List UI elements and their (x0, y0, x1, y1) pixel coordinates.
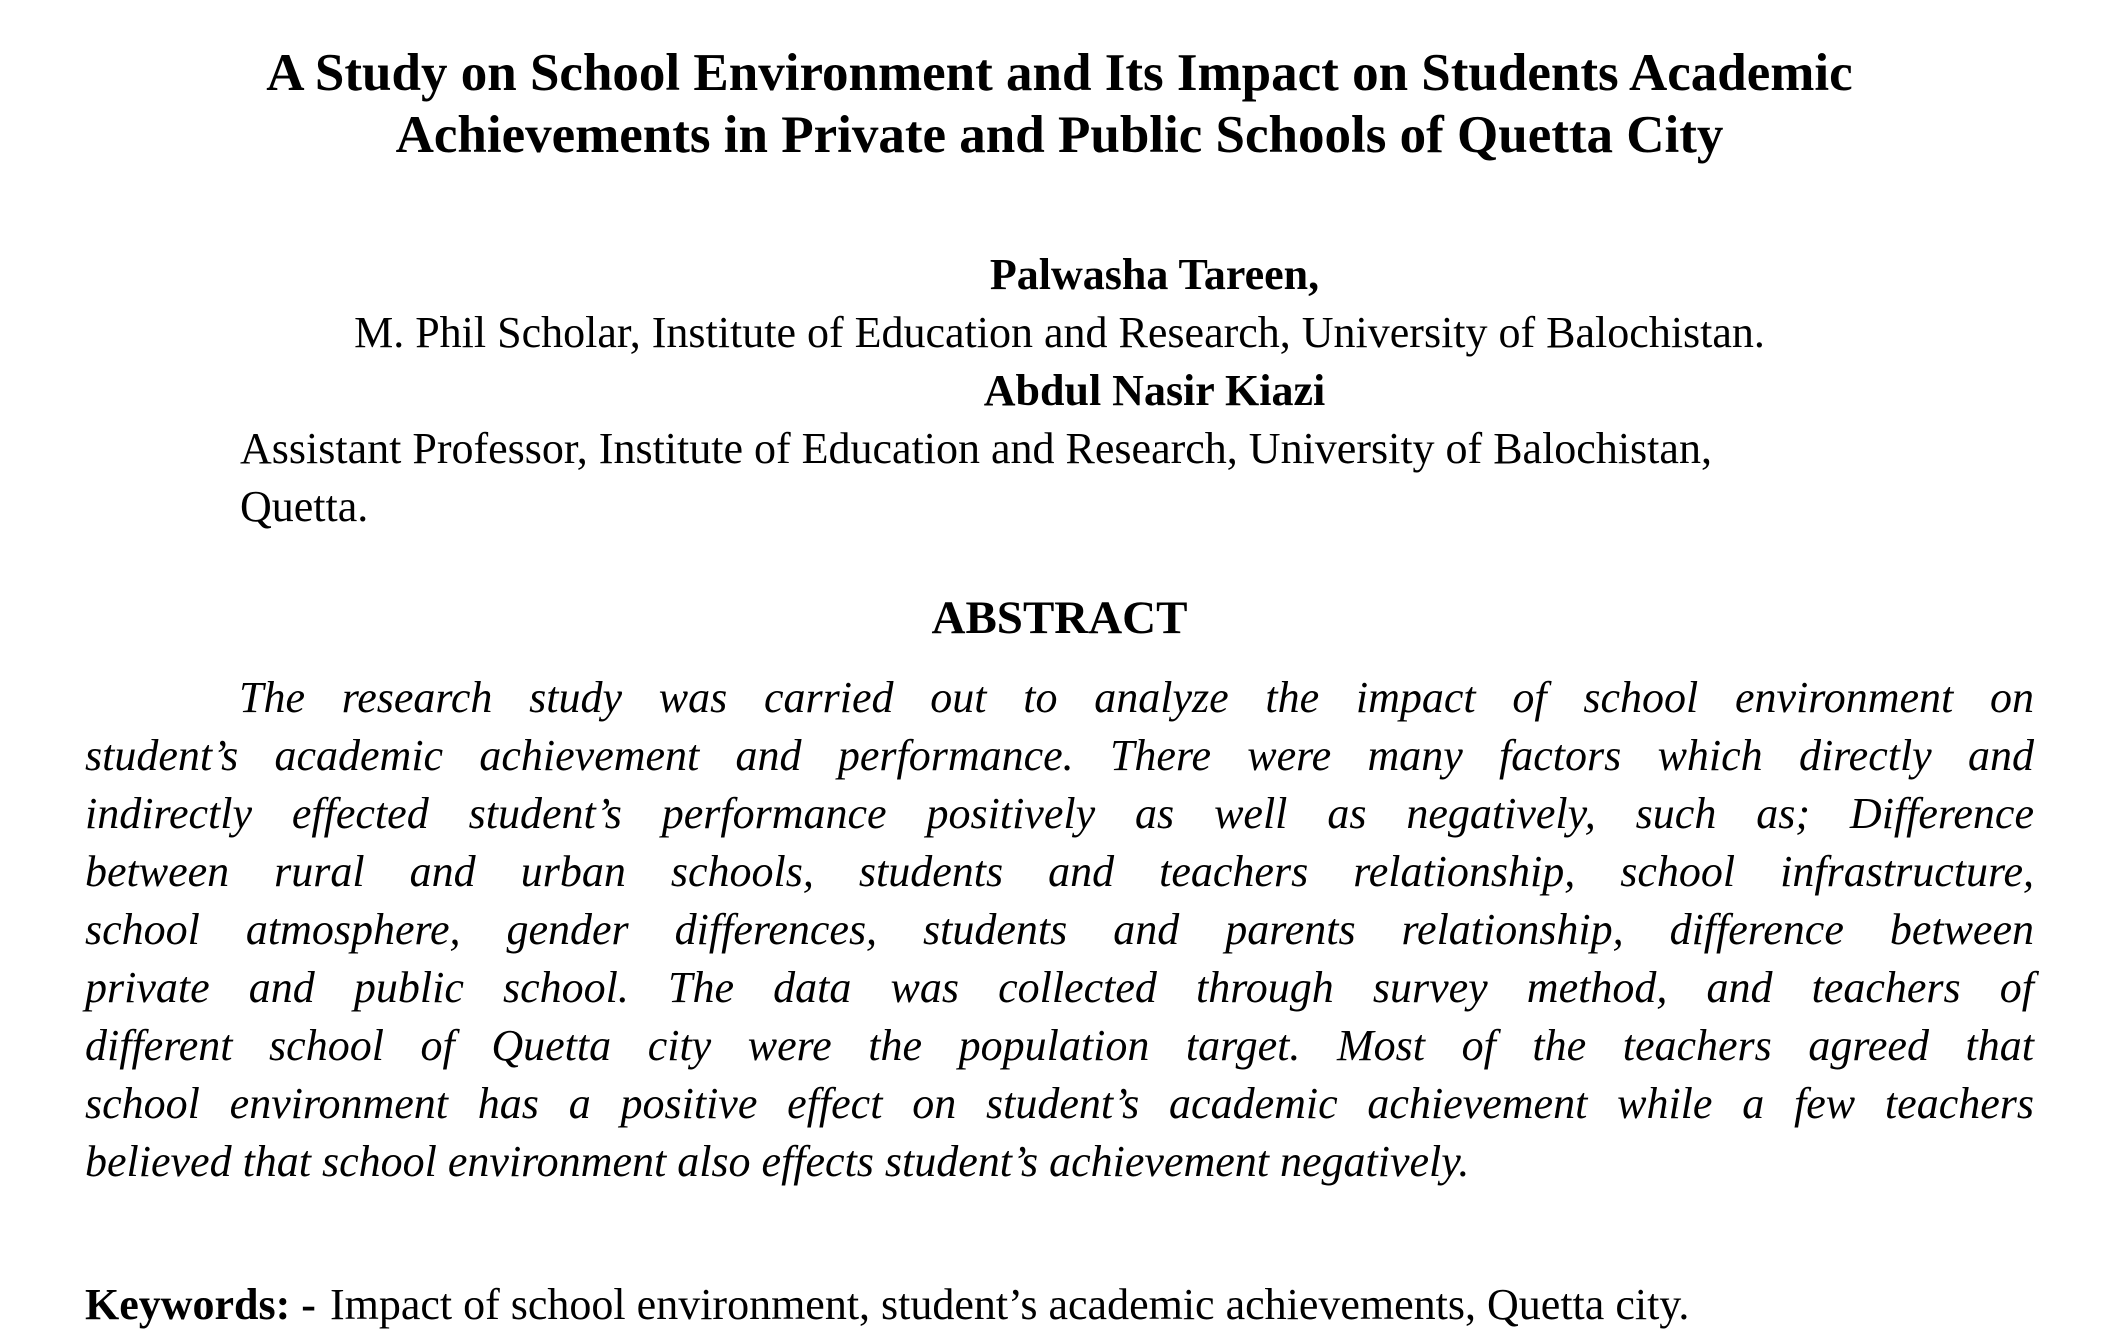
author2-name: Abdul Nasir Kiazi (983, 366, 1326, 415)
abstract-line: private and public school. The data was collected through survey method, and teachers of (85, 963, 2034, 1012)
author2-affiliation-line-1: Assistant Professor, Institute of Education and Research, University of Balochistan, (240, 424, 1712, 473)
paper-title-line-2: Achievements in Private and Public Schools of Quetta City (395, 106, 1724, 164)
abstract-line: school environment has a positive effect on student’s academic achievement while a few teachers (85, 1079, 2034, 1128)
abstract-heading: ABSTRACT (931, 592, 1188, 644)
abstract-line: indirectly effected student’s performance positively as well as negatively, such as; Difference (85, 789, 2034, 838)
keywords-label: Keywords: - (85, 1280, 316, 1329)
paper-title-line-1: A Study on School Environment and Its Impact on Students Academic (266, 44, 1853, 102)
abstract-line: school atmosphere, gender differences, students and parents relationship, difference between (85, 905, 2034, 954)
abstract-line: The research study was carried out to analyze the impact of school environment on (239, 673, 2034, 722)
author2-affiliation-line-2: Quetta. (240, 482, 369, 531)
keywords-line (85, 1276, 2034, 1334)
abstract-line: believed that school environment also effects student’s achievement negatively. (85, 1137, 1470, 1186)
paper-title (85, 42, 2034, 166)
abstract-body (85, 669, 2034, 1191)
abstract-line: between rural and urban schools, students and teachers relationship, school infrastructure, (85, 847, 2034, 896)
author1-affiliation: M. Phil Scholar, Institute of Education and Research, University of Balochistan. (354, 308, 1765, 357)
author1-name: Palwasha Tareen, (989, 250, 1320, 299)
abstract-line: different school of Quetta city were the population target. Most of the teachers agreed that (85, 1021, 2034, 1070)
keywords-text: Impact of school environment, student’s academic achievements, Quetta city. (329, 1280, 1690, 1329)
author-block (85, 246, 2034, 536)
abstract-line: student’s academic achievement and performance. There were many factors which directly and (85, 731, 2034, 780)
